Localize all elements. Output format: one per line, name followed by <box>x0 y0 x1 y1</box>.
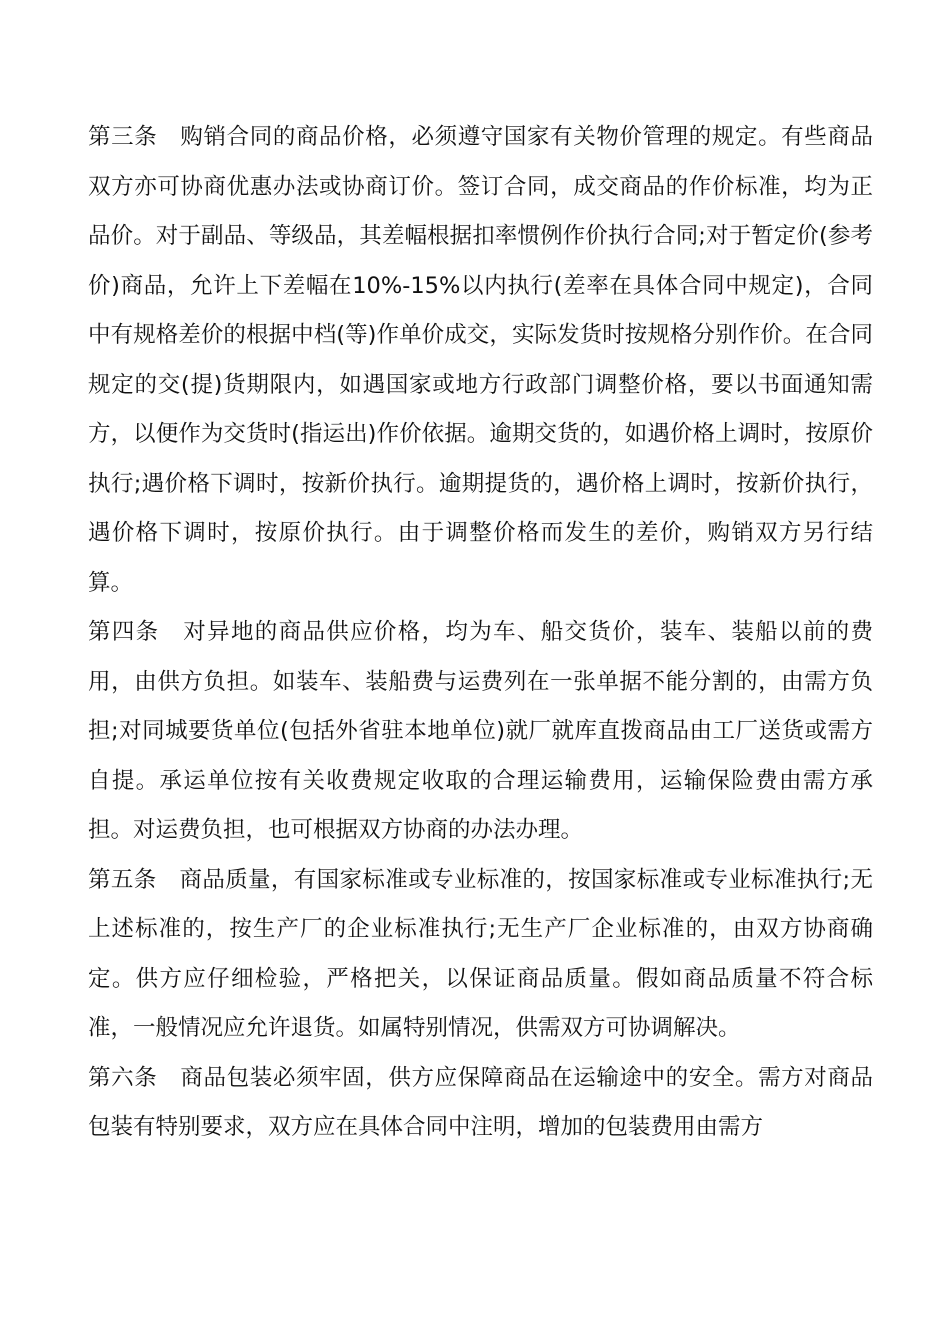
article-4: 第四条 对异地的商品供应价格，均为车、船交货价，装车、装船以前的费用，由供方负担。如装车、装船费与运费列在一张单据不能分割的，由需方负担;对同城要货单位(包括外省驻本地单位)就厂就库直拨商品由工厂送货或需方自提。承运单位按有关收费规定收取的合理运输费用，运输保险费由需方承担。对运费负担，也可根据双方协商的办法办理。 <box>88 619 873 843</box>
article-3: 第三条 购销合同的商品价格，必须遵守国家有关物价管理的规定。有些商品双方亦可协商优惠办法或协商订价。签订合同，成交商品的作价标准，均为正品价。对于副品、等级品，其差幅根据扣率惯例作价执行合同;对于暂定价(参考价)商品，允许上下差幅在10%-15%以内执行(差率在具体合同中规定)，合同中有规格差价的根据中档(等)作单价成交，实际发货时按规格分别作价。在合同规定的交(提)货期限内，如遇国家或地方行政部门调整价格，要以书面通知需方，以便作为交货时(指运出)作价依据。逾期交货的，如遇价格上调时，按原价执行;遇价格下调时，按新价执行。逾期提货的，遇价格上调时，按新价执行，遇价格下调时，按原价执行。由于调整价格而发生的差价，购销双方另行结算。 <box>88 124 873 596</box>
article-6: 第六条 商品包装必须牢固，供方应保障商品在运输途中的安全。需方对商品包装有特别要求，双方应在具体合同中注明，增加的包装费用由需方 <box>88 1064 873 1140</box>
document-body <box>88 113 873 1153</box>
article-5: 第五条 商品质量，有国家标准或专业标准的，按国家标准或专业标准执行;无上述标准的，按生产厂的企业标准执行;无生产厂企业标准的，由双方协商确定。供方应仔细检验，严格把关，以保证商品质量。假如商品质量不符合标准，一般情况应允许退货。如属特别情况，供需双方可协调解决。 <box>88 866 873 1041</box>
